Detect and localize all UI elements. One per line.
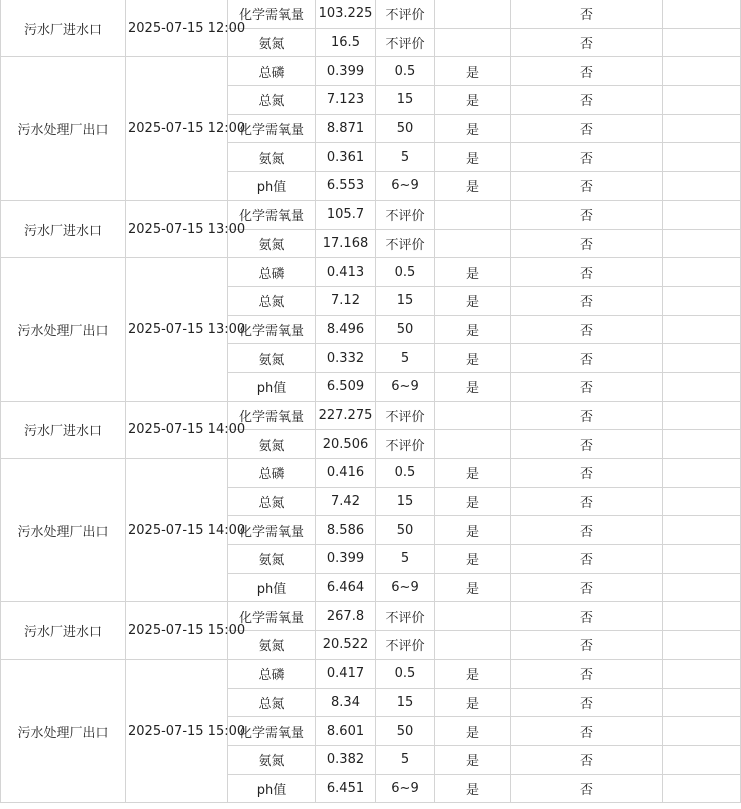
table-row bbox=[1, 401, 741, 430]
exceed-cell: 否 bbox=[511, 143, 663, 172]
table-row bbox=[1, 0, 741, 28]
empty-cell bbox=[663, 631, 741, 660]
site-cell: 污水处理厂出口 bbox=[1, 57, 126, 200]
parameter-cell: 氨氮 bbox=[228, 28, 316, 57]
compliant-cell bbox=[435, 401, 511, 430]
parameter-cell: 总磷 bbox=[228, 459, 316, 488]
limit-cell: 不评价 bbox=[376, 602, 435, 631]
exceed-cell: 否 bbox=[511, 315, 663, 344]
compliant-cell bbox=[435, 0, 511, 28]
compliant-cell bbox=[435, 200, 511, 229]
exceed-cell: 否 bbox=[511, 28, 663, 57]
time-cell: 2025-07-15 14:00 bbox=[126, 401, 228, 458]
value-cell: 267.8 bbox=[316, 602, 376, 631]
limit-cell: 6~9 bbox=[376, 372, 435, 401]
value-cell: 20.506 bbox=[316, 430, 376, 459]
value-cell: 7.42 bbox=[316, 487, 376, 516]
limit-cell: 不评价 bbox=[376, 28, 435, 57]
empty-cell bbox=[663, 717, 741, 746]
exceed-cell: 否 bbox=[511, 114, 663, 143]
exceed-cell: 否 bbox=[511, 717, 663, 746]
limit-cell: 不评价 bbox=[376, 631, 435, 660]
exceed-cell: 否 bbox=[511, 86, 663, 115]
value-cell: 0.413 bbox=[316, 258, 376, 287]
compliant-cell bbox=[435, 430, 511, 459]
table-row bbox=[1, 200, 741, 229]
compliant-cell: 是 bbox=[435, 143, 511, 172]
compliant-cell: 是 bbox=[435, 545, 511, 574]
empty-cell bbox=[663, 774, 741, 803]
site-cell: 污水厂进水口 bbox=[1, 200, 126, 257]
time-cell: 2025-07-15 15:00 bbox=[126, 659, 228, 802]
empty-cell bbox=[663, 659, 741, 688]
parameter-cell: 化学需氧量 bbox=[228, 315, 316, 344]
exceed-cell: 否 bbox=[511, 0, 663, 28]
value-cell: 8.34 bbox=[316, 688, 376, 717]
value-cell: 8.586 bbox=[316, 516, 376, 545]
parameter-cell: ph值 bbox=[228, 172, 316, 201]
compliant-cell: 是 bbox=[435, 745, 511, 774]
time-cell: 2025-07-15 13:00 bbox=[126, 258, 228, 401]
site-cell: 污水处理厂出口 bbox=[1, 258, 126, 401]
empty-cell bbox=[663, 401, 741, 430]
limit-cell: 15 bbox=[376, 688, 435, 717]
parameter-cell: 化学需氧量 bbox=[228, 200, 316, 229]
limit-cell: 15 bbox=[376, 86, 435, 115]
value-cell: 16.5 bbox=[316, 28, 376, 57]
parameter-cell: 总磷 bbox=[228, 57, 316, 86]
parameter-cell: 化学需氧量 bbox=[228, 0, 316, 28]
parameter-cell: 氨氮 bbox=[228, 344, 316, 373]
value-cell: 0.399 bbox=[316, 545, 376, 574]
limit-cell: 0.5 bbox=[376, 57, 435, 86]
parameter-cell: 化学需氧量 bbox=[228, 602, 316, 631]
compliant-cell: 是 bbox=[435, 372, 511, 401]
value-cell: 8.601 bbox=[316, 717, 376, 746]
value-cell: 6.451 bbox=[316, 774, 376, 803]
compliant-cell bbox=[435, 229, 511, 258]
limit-cell: 15 bbox=[376, 286, 435, 315]
table-row bbox=[1, 57, 741, 86]
empty-cell bbox=[663, 459, 741, 488]
empty-cell bbox=[663, 143, 741, 172]
parameter-cell: 化学需氧量 bbox=[228, 717, 316, 746]
compliant-cell: 是 bbox=[435, 286, 511, 315]
exceed-cell: 否 bbox=[511, 286, 663, 315]
limit-cell: 6~9 bbox=[376, 172, 435, 201]
exceed-cell: 否 bbox=[511, 258, 663, 287]
time-cell: 2025-07-15 15:00 bbox=[126, 602, 228, 659]
parameter-cell: 总氮 bbox=[228, 86, 316, 115]
value-cell: 105.7 bbox=[316, 200, 376, 229]
value-cell: 6.509 bbox=[316, 372, 376, 401]
parameter-cell: 化学需氧量 bbox=[228, 114, 316, 143]
limit-cell: 0.5 bbox=[376, 258, 435, 287]
exceed-cell: 否 bbox=[511, 774, 663, 803]
limit-cell: 0.5 bbox=[376, 459, 435, 488]
value-cell: 0.399 bbox=[316, 57, 376, 86]
limit-cell: 5 bbox=[376, 745, 435, 774]
parameter-cell: 化学需氧量 bbox=[228, 401, 316, 430]
parameter-cell: 总磷 bbox=[228, 258, 316, 287]
limit-cell: 50 bbox=[376, 315, 435, 344]
compliant-cell: 是 bbox=[435, 459, 511, 488]
empty-cell bbox=[663, 57, 741, 86]
table-row bbox=[1, 459, 741, 488]
parameter-cell: ph值 bbox=[228, 573, 316, 602]
value-cell: 0.332 bbox=[316, 344, 376, 373]
parameter-cell: 总氮 bbox=[228, 286, 316, 315]
exceed-cell: 否 bbox=[511, 57, 663, 86]
exceed-cell: 否 bbox=[511, 487, 663, 516]
empty-cell bbox=[663, 344, 741, 373]
empty-cell bbox=[663, 114, 741, 143]
exceed-cell: 否 bbox=[511, 200, 663, 229]
parameter-cell: 总氮 bbox=[228, 688, 316, 717]
site-cell: 污水厂进水口 bbox=[1, 602, 126, 659]
limit-cell: 5 bbox=[376, 344, 435, 373]
empty-cell bbox=[663, 688, 741, 717]
compliant-cell: 是 bbox=[435, 516, 511, 545]
limit-cell: 15 bbox=[376, 487, 435, 516]
limit-cell: 50 bbox=[376, 114, 435, 143]
parameter-cell: ph值 bbox=[228, 372, 316, 401]
value-cell: 6.553 bbox=[316, 172, 376, 201]
parameter-cell: 氨氮 bbox=[228, 143, 316, 172]
empty-cell bbox=[663, 516, 741, 545]
limit-cell: 5 bbox=[376, 143, 435, 172]
empty-cell bbox=[663, 86, 741, 115]
limit-cell: 50 bbox=[376, 717, 435, 746]
value-cell: 103.225 bbox=[316, 0, 376, 28]
exceed-cell: 否 bbox=[511, 372, 663, 401]
parameter-cell: ph值 bbox=[228, 774, 316, 803]
limit-cell: 5 bbox=[376, 545, 435, 574]
site-cell: 污水处理厂出口 bbox=[1, 659, 126, 802]
exceed-cell: 否 bbox=[511, 659, 663, 688]
empty-cell bbox=[663, 745, 741, 774]
time-cell: 2025-07-15 12:00 bbox=[126, 0, 228, 57]
compliant-cell bbox=[435, 631, 511, 660]
exceed-cell: 否 bbox=[511, 516, 663, 545]
site-cell: 污水处理厂出口 bbox=[1, 459, 126, 602]
empty-cell bbox=[663, 545, 741, 574]
exceed-cell: 否 bbox=[511, 631, 663, 660]
table-body bbox=[1, 0, 741, 803]
empty-cell bbox=[663, 315, 741, 344]
value-cell: 0.416 bbox=[316, 459, 376, 488]
value-cell: 7.12 bbox=[316, 286, 376, 315]
compliant-cell: 是 bbox=[435, 315, 511, 344]
empty-cell bbox=[663, 573, 741, 602]
parameter-cell: 氨氮 bbox=[228, 430, 316, 459]
empty-cell bbox=[663, 258, 741, 287]
limit-cell: 不评价 bbox=[376, 401, 435, 430]
empty-cell bbox=[663, 487, 741, 516]
value-cell: 0.361 bbox=[316, 143, 376, 172]
exceed-cell: 否 bbox=[511, 602, 663, 631]
parameter-cell: 总磷 bbox=[228, 659, 316, 688]
empty-cell bbox=[663, 200, 741, 229]
compliant-cell bbox=[435, 28, 511, 57]
compliant-cell: 是 bbox=[435, 717, 511, 746]
empty-cell bbox=[663, 372, 741, 401]
site-cell: 污水厂进水口 bbox=[1, 0, 126, 57]
table-row bbox=[1, 258, 741, 287]
parameter-cell: 氨氮 bbox=[228, 229, 316, 258]
value-cell: 8.871 bbox=[316, 114, 376, 143]
parameter-cell: 氨氮 bbox=[228, 631, 316, 660]
compliant-cell: 是 bbox=[435, 344, 511, 373]
limit-cell: 不评价 bbox=[376, 229, 435, 258]
empty-cell bbox=[663, 602, 741, 631]
value-cell: 7.123 bbox=[316, 86, 376, 115]
time-cell: 2025-07-15 14:00 bbox=[126, 459, 228, 602]
value-cell: 227.275 bbox=[316, 401, 376, 430]
exceed-cell: 否 bbox=[511, 430, 663, 459]
compliant-cell: 是 bbox=[435, 114, 511, 143]
limit-cell: 不评价 bbox=[376, 0, 435, 28]
compliant-cell: 是 bbox=[435, 172, 511, 201]
empty-cell bbox=[663, 172, 741, 201]
compliant-cell: 是 bbox=[435, 774, 511, 803]
compliant-cell bbox=[435, 602, 511, 631]
compliant-cell: 是 bbox=[435, 258, 511, 287]
exceed-cell: 否 bbox=[511, 545, 663, 574]
compliant-cell: 是 bbox=[435, 688, 511, 717]
exceed-cell: 否 bbox=[511, 688, 663, 717]
empty-cell bbox=[663, 229, 741, 258]
limit-cell: 0.5 bbox=[376, 659, 435, 688]
empty-cell bbox=[663, 430, 741, 459]
time-cell: 2025-07-15 13:00 bbox=[126, 200, 228, 257]
compliant-cell: 是 bbox=[435, 57, 511, 86]
exceed-cell: 否 bbox=[511, 229, 663, 258]
limit-cell: 6~9 bbox=[376, 774, 435, 803]
limit-cell: 6~9 bbox=[376, 573, 435, 602]
parameter-cell: 氨氮 bbox=[228, 545, 316, 574]
compliant-cell: 是 bbox=[435, 573, 511, 602]
time-cell: 2025-07-15 12:00 bbox=[126, 57, 228, 200]
value-cell: 8.496 bbox=[316, 315, 376, 344]
empty-cell bbox=[663, 28, 741, 57]
exceed-cell: 否 bbox=[511, 172, 663, 201]
site-cell: 污水厂进水口 bbox=[1, 401, 126, 458]
value-cell: 20.522 bbox=[316, 631, 376, 660]
limit-cell: 不评价 bbox=[376, 430, 435, 459]
exceed-cell: 否 bbox=[511, 745, 663, 774]
exceed-cell: 否 bbox=[511, 401, 663, 430]
value-cell: 0.382 bbox=[316, 745, 376, 774]
exceed-cell: 否 bbox=[511, 573, 663, 602]
limit-cell: 不评价 bbox=[376, 200, 435, 229]
value-cell: 0.417 bbox=[316, 659, 376, 688]
compliant-cell: 是 bbox=[435, 487, 511, 516]
limit-cell: 50 bbox=[376, 516, 435, 545]
parameter-cell: 总氮 bbox=[228, 487, 316, 516]
compliant-cell: 是 bbox=[435, 659, 511, 688]
empty-cell bbox=[663, 286, 741, 315]
table-row bbox=[1, 602, 741, 631]
table-row bbox=[1, 659, 741, 688]
value-cell: 6.464 bbox=[316, 573, 376, 602]
parameter-cell: 化学需氧量 bbox=[228, 516, 316, 545]
exceed-cell: 否 bbox=[511, 344, 663, 373]
compliant-cell: 是 bbox=[435, 86, 511, 115]
empty-cell bbox=[663, 0, 741, 28]
parameter-cell: 氨氮 bbox=[228, 745, 316, 774]
exceed-cell: 否 bbox=[511, 459, 663, 488]
value-cell: 17.168 bbox=[316, 229, 376, 258]
